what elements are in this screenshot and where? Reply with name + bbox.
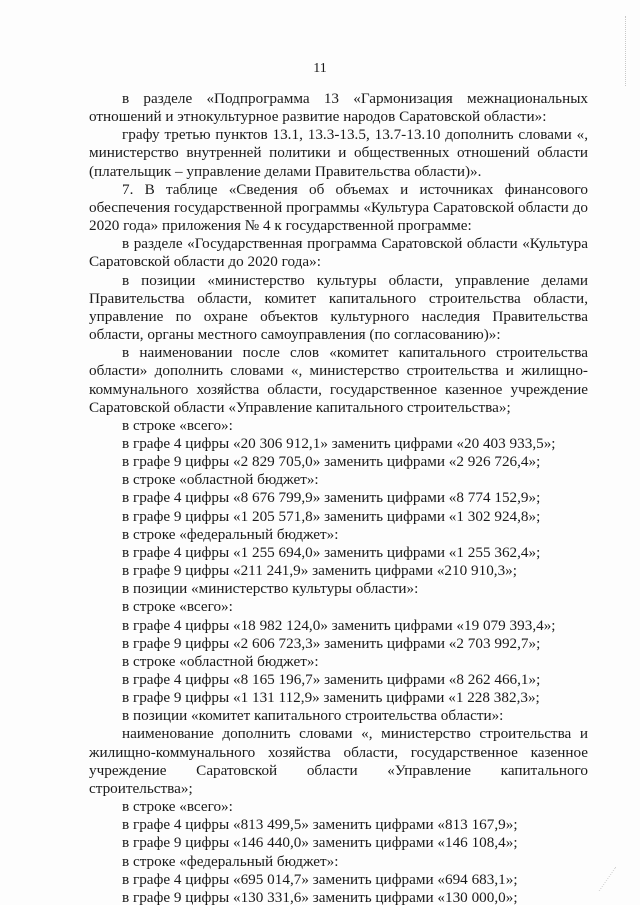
paragraph: в графе 4 цифры «8 165 196,7» заменить цифрами «8 262 466,1»; (122, 671, 541, 688)
paragraph: наименование дополнить словами «, министерство строительства и жилищно-коммунального хозяйства области, государственное казенное учреждение Саратовской области «Управление капитального строительства»; (89, 725, 588, 797)
paragraph: в графе 9 цифры «146 440,0» заменить цифрами «146 108,4»; (122, 834, 518, 852)
paragraph: в графе 9 цифры «211 241,9» заменить цифрами «210 910,3»; (122, 562, 517, 580)
paragraph: в строке «всего»: (122, 416, 233, 434)
paragraph: в строке «областной бюджет»: (122, 471, 319, 489)
paragraph: в наименовании после слов «комитет капитального строительства области» дополнить словами «, министерство строительства и жилищно-коммунального хозяйства области, государственное казенное учреждение Саратовской области «Управление капитального строительства»; (89, 344, 588, 416)
paragraph: в графе 4 цифры «20 306 912,1» заменить цифрами «20 403 933,5»; (122, 434, 556, 452)
paragraph: в разделе «Государственная программа Саратовской области «Культура Саратовской области до 2020 года»: (89, 235, 588, 271)
paragraph: в позиции «министерство культуры области»: (122, 580, 419, 598)
paragraph: в позиции «комитет капитального строительства области»: (122, 707, 504, 725)
paragraph: в графе 4 цифры «8 676 799,9» заменить цифрами «8 774 152,9»; (122, 489, 541, 507)
paragraph: в графе 9 цифры «130 331,6» заменить цифрами «130 000,0»; (122, 888, 518, 906)
paragraph: в строке «федеральный бюджет»: (122, 525, 339, 543)
paragraph: в графе 4 цифры «695 014,7» заменить цифрами «694 683,1»; (122, 870, 518, 888)
paragraph: в строке «всего»: (122, 598, 233, 616)
paragraph: в графе 9 цифры «2 829 705,0» заменить цифрами «2 926 726,4»; (122, 453, 541, 471)
paragraph: в графе 4 цифры «1 255 694,0» заменить цифрами «1 255 362,4»; (122, 543, 541, 561)
paragraph: в графе 9 цифры «1 205 571,8» заменить цифрами «1 302 924,8»; (122, 507, 541, 525)
paragraph: в строке «всего»: (122, 798, 233, 816)
paragraph: в строке «областной бюджет»: (122, 652, 319, 670)
paragraph: в графе 4 цифры «18 982 124,0» заменить цифрами «19 079 393,4»; (122, 616, 556, 634)
paragraph: в строке «федеральный бюджет»: (122, 852, 339, 870)
paragraph: в разделе «Подпрограмма 13 «Гармонизация межнациональных отношений и этнокультурное развитие народов Саратовской области»: (89, 90, 588, 126)
paragraph: 7. В таблице «Сведения об объемах и источниках финансового обеспечения государственной программы «Культура Саратовской области до 2020 года» приложения № 4 к государственной программе: (89, 180, 588, 235)
scan-artifact (599, 867, 635, 891)
paragraph: в графе 4 цифры «813 499,5» заменить цифрами «813 167,9»; (122, 816, 518, 834)
paragraph: в графе 9 цифры «1 131 112,9» заменить цифрами «1 228 382,3»; (122, 689, 540, 707)
paragraph: графу третью пунктов 13.1, 13.3-13.5, 13.7-13.10 дополнить словами «, министерство внутренней политики и общественных отношений области (плательщик – управление делами Правительства области)». (89, 126, 588, 180)
paragraph: в позиции «министерство культуры области, управление делами Правительства области, комитет капитального строительства области, управление по охране объектов культурного наследия Правительства области, органы местного самоуправления (по согласованию)»: (89, 271, 588, 344)
page-number: 11 (313, 61, 327, 76)
paragraph: в графе 9 цифры «2 606 723,3» заменить цифрами «2 703 992,7»; (122, 634, 541, 652)
document-body (89, 90, 588, 907)
